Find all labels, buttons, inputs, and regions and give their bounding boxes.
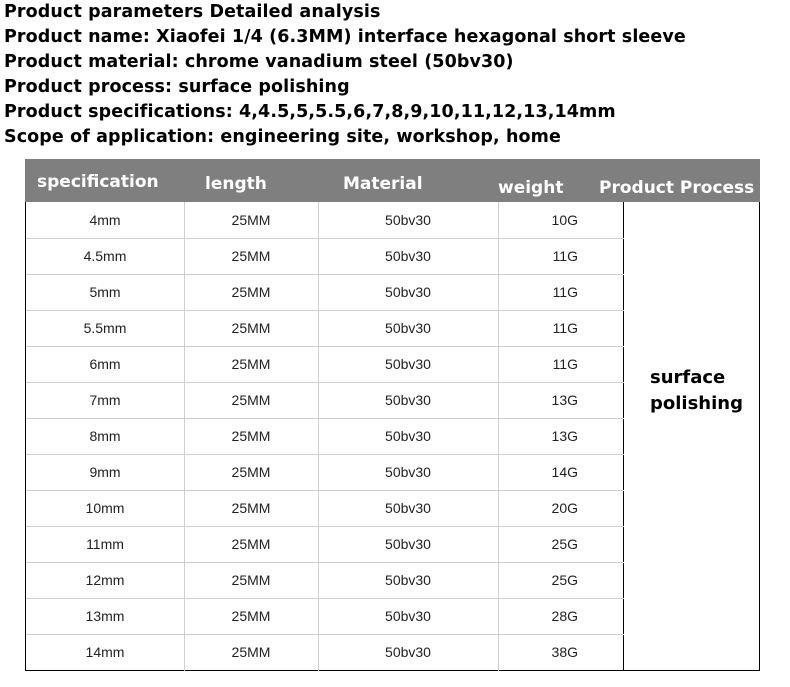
row-weight-value: 13G — [551, 428, 578, 444]
row-weight-cell — [498, 490, 624, 526]
row-spec-cell: 6mm — [89, 356, 121, 372]
row-length-cell: 25MM — [231, 428, 271, 444]
table-row — [26, 526, 624, 562]
row-divider — [26, 418, 624, 419]
row-material-cell: 50bv30 — [385, 608, 431, 624]
row-weight-cell — [498, 346, 624, 382]
row-divider — [26, 562, 624, 563]
intro-title: Product parameters Detailed analysis — [4, 2, 381, 22]
row-divider — [26, 634, 624, 635]
row-weight-cell — [498, 238, 624, 274]
row-spec-cell: 7mm — [89, 392, 121, 408]
intro-product-process: Product process: surface polishing — [4, 77, 350, 97]
row-spec-cell: 4mm — [89, 212, 121, 228]
intro-product-name: Product name: Xiaofei 1/4 (6.3MM) interface hexagonal short sleeve — [4, 27, 686, 47]
row-weight-value: 13G — [551, 392, 578, 408]
process-value-line: surface — [650, 367, 726, 388]
row-material-cell: 50bv30 — [385, 572, 431, 588]
product-description — [4, 0, 686, 150]
row-weight-value: 25G — [551, 572, 578, 588]
row-weight-value: 11G — [552, 320, 578, 336]
row-weight-cell — [498, 274, 624, 310]
row-weight-cell — [498, 598, 624, 634]
table-row — [26, 382, 624, 418]
intro-scope-of-application: Scope of application: engineering site, workshop, home — [4, 127, 561, 147]
row-length-cell: 25MM — [231, 320, 271, 336]
row-weight-value: 20G — [551, 500, 578, 516]
row-spec-cell: 9mm — [89, 464, 121, 480]
row-length-cell: 25MM — [231, 572, 271, 588]
row-spec-cell: 13mm — [85, 608, 125, 624]
table-row — [26, 202, 624, 238]
row-length-cell: 25MM — [231, 464, 271, 480]
row-material-cell: 50bv30 — [385, 500, 431, 516]
table-row — [26, 238, 624, 274]
header-product-process: Product Process — [599, 178, 755, 198]
row-divider — [26, 526, 624, 527]
row-length-cell: 25MM — [231, 356, 271, 372]
table-row — [26, 562, 624, 598]
row-weight-cell — [498, 418, 624, 454]
row-weight-value: 10G — [551, 212, 578, 228]
table-row — [26, 346, 624, 382]
row-divider — [26, 454, 624, 455]
row-material-cell: 50bv30 — [385, 428, 431, 444]
row-length-cell: 25MM — [231, 644, 271, 660]
row-weight-value: 14G — [551, 464, 578, 480]
row-weight-cell — [498, 382, 624, 418]
row-spec-cell: 5mm — [89, 284, 121, 300]
process-value-line: polishing — [650, 393, 743, 414]
row-material-cell: 50bv30 — [385, 320, 431, 336]
row-material-cell: 50bv30 — [385, 392, 431, 408]
row-weight-value: 38G — [551, 644, 578, 660]
product-process-value — [650, 365, 760, 417]
row-weight-value: 25G — [551, 536, 578, 552]
table-row — [26, 634, 624, 670]
row-material-cell: 50bv30 — [385, 284, 431, 300]
row-spec-cell: 11mm — [86, 536, 124, 552]
specification-table — [25, 159, 760, 671]
row-weight-value: 11G — [552, 356, 578, 372]
row-weight-cell — [498, 562, 624, 598]
row-weight-value: 11G — [552, 284, 578, 300]
row-material-cell: 50bv30 — [385, 248, 431, 264]
row-divider — [26, 310, 624, 311]
table-row — [26, 454, 624, 490]
table-row — [26, 490, 624, 526]
row-spec-cell: 14mm — [85, 644, 125, 660]
header-specification: specification — [37, 172, 159, 192]
row-weight-cell — [498, 202, 624, 238]
row-length-cell: 25MM — [231, 608, 271, 624]
row-divider — [26, 238, 624, 239]
row-weight-cell — [498, 526, 624, 562]
row-weight-cell — [498, 634, 624, 670]
row-spec-cell: 10mm — [85, 500, 125, 516]
row-length-cell: 25MM — [231, 212, 271, 228]
row-material-cell: 50bv30 — [385, 464, 431, 480]
row-length-cell: 25MM — [231, 392, 271, 408]
row-spec-cell: 12mm — [85, 572, 125, 588]
row-weight-value: 28G — [551, 608, 578, 624]
row-weight-value: 11G — [552, 248, 578, 264]
header-length: length — [205, 174, 267, 194]
row-length-cell: 25MM — [231, 500, 271, 516]
header-material: Material — [343, 174, 423, 194]
row-spec-cell: 4.5mm — [83, 248, 127, 264]
row-spec-cell: 8mm — [89, 428, 121, 444]
table-body — [25, 202, 760, 671]
header-weight: weight — [498, 178, 564, 198]
row-material-cell: 50bv30 — [385, 356, 431, 372]
row-divider — [26, 274, 624, 275]
row-material-cell: 50bv30 — [385, 212, 431, 228]
table-row — [26, 310, 624, 346]
row-length-cell: 25MM — [231, 536, 271, 552]
row-weight-cell — [498, 454, 624, 490]
row-divider — [26, 382, 624, 383]
table-row — [26, 598, 624, 634]
row-divider — [26, 490, 624, 491]
row-material-cell: 50bv30 — [385, 536, 431, 552]
intro-product-material: Product material: chrome vanadium steel (50bv30) — [4, 52, 514, 72]
row-length-cell: 25MM — [231, 284, 271, 300]
row-weight-cell — [498, 310, 624, 346]
row-spec-cell: 5.5mm — [83, 320, 127, 336]
row-divider — [26, 598, 624, 599]
table-row — [26, 274, 624, 310]
row-length-cell: 25MM — [231, 248, 271, 264]
product-process-cell — [624, 202, 759, 670]
row-divider — [26, 346, 624, 347]
intro-product-specifications: Product specifications: 4,4.5,5,5.5,6,7,8,9,10,11,12,13,14mm — [4, 102, 616, 122]
row-material-cell: 50bv30 — [385, 644, 431, 660]
table-header — [25, 159, 760, 202]
table-row — [26, 418, 624, 454]
